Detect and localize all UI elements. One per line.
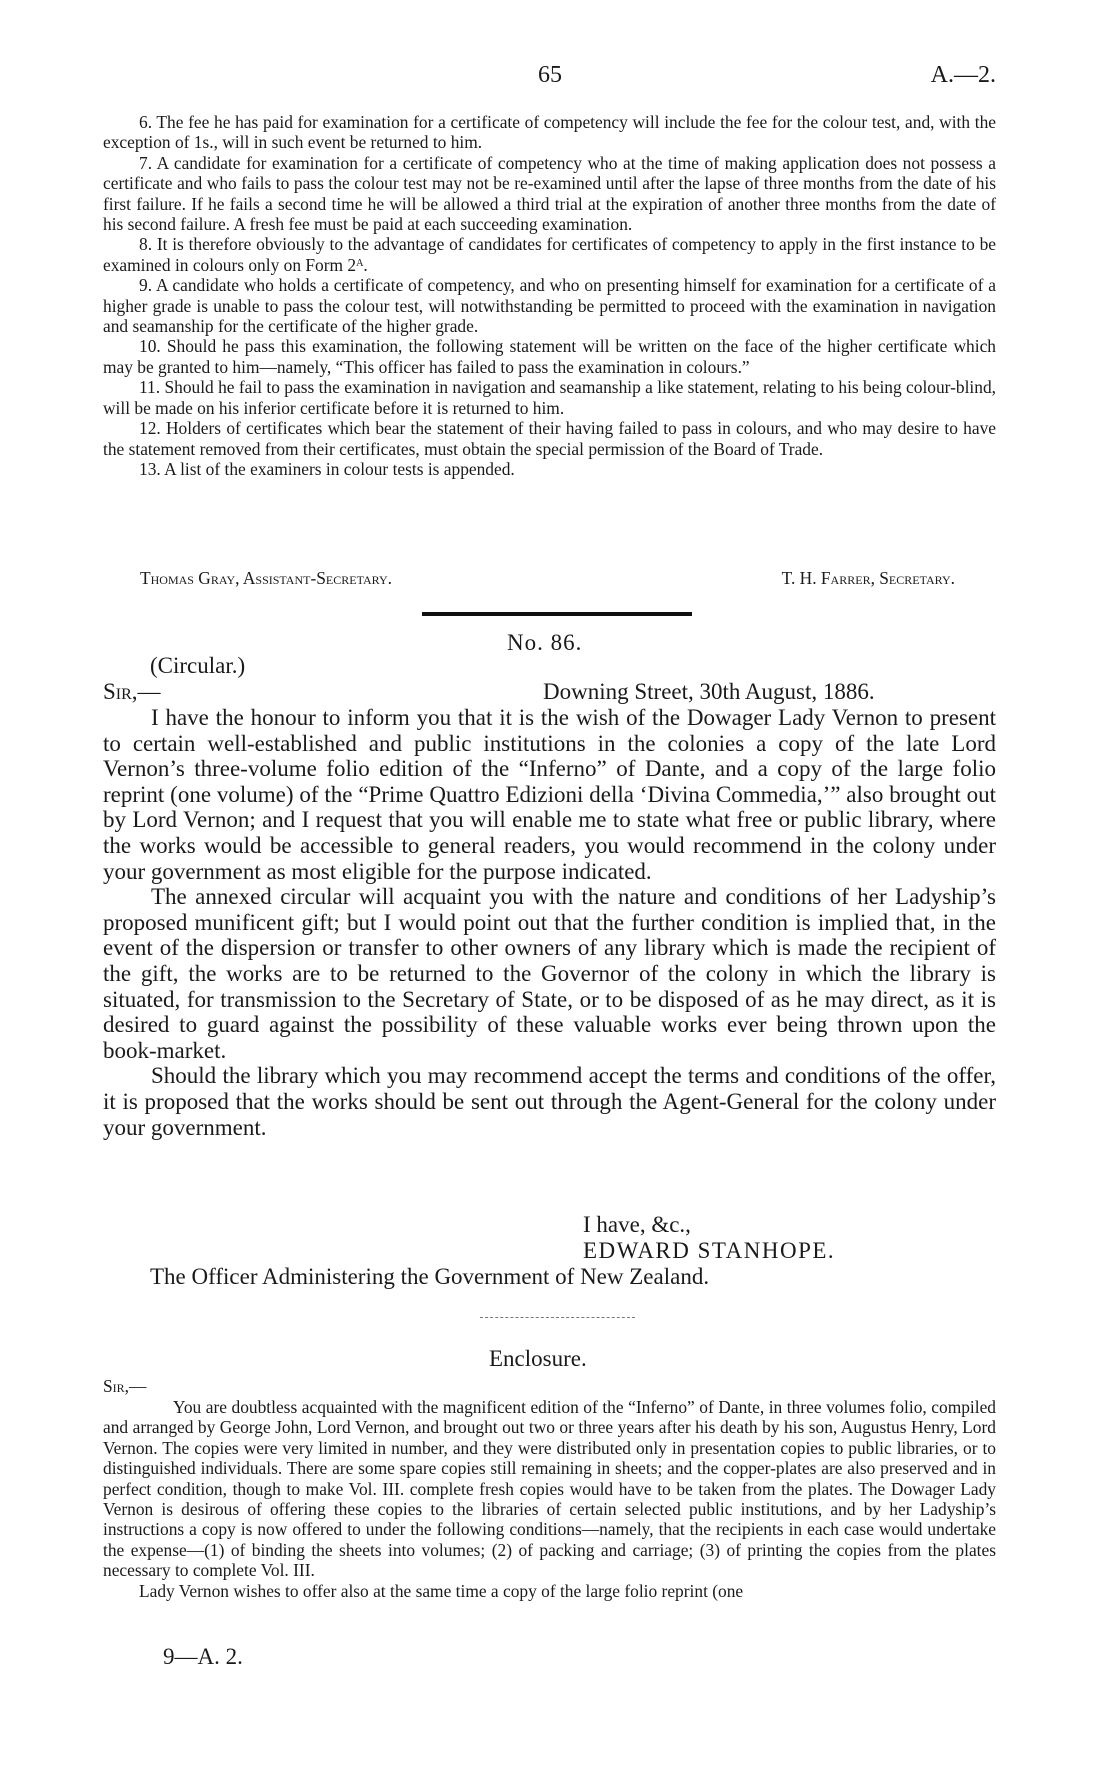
enclosure-title: Enclosure. bbox=[489, 1346, 587, 1371]
regulations-list bbox=[103, 112, 996, 479]
letter-signer: EDWARD STANHOPE. bbox=[583, 1238, 836, 1263]
enclosure-paragraph: You are doubtless acquainted with the magnificent edition of the “Inferno” of Dante, in three volumes folio, compiled and arranged by George John, Lord Vernon, and brought out two or three years after his death by his son, Augustus Henry, Lord Vernon. The copies were very limited in number, and they were distributed only in presentation copies to public libraries, or to distinguished individuals. There are some spare copies still remaining in sheets; and the copper-plates are also preserved and in perfect condition, though to make Vol. III. complete fresh copies would have to be taken from the plates. The Dowager Lady Vernon is desirous of offering these copies to the libraries of certain selected public institutions, and by her Ladyship’s instructions a copy is now offered to under the following conditions—namely, that the recipients in each case would undertake the expense—(1) of binding the sheets into volumes; (2) of packing and carriage; (3) of printing the copies from the plates necessary to complete Vol. III. bbox=[103, 1397, 996, 1581]
letter-paragraph: Should the library which you may recommend accept the terms and conditions of the offer, it is proposed that the works should be sent out through the Agent-General for the colony under your government. bbox=[103, 1063, 996, 1140]
enclosure-salutation: Sir,— bbox=[103, 1376, 147, 1396]
letter-paragraph: I have the honour to inform you that it is the wish of the Dowager Lady Vernon to present to certain well-established and public institutions in the colonies a copy of the late Lord Vernon’s three-volume folio edition of the “Inferno” of Dante, and a copy of the large folio reprint (one volume) of the “Prime Quattro Edizioni della ‘Divina Commedia,’” also brought out by Lord Vernon; and I request that you will enable me to state what free or public library, where the works would be accessible to general readers, you would recommend in the colony under your government as most eligible for the purpose indicated. bbox=[103, 705, 996, 884]
regulation-paragraph: 11. Should he fail to pass the examination in navigation and seamanship a like statement, relating to his being colour-blind, will be made on his inferior certificate before it is returned to him. bbox=[103, 377, 996, 418]
letter-salutation: Sir,— bbox=[103, 679, 161, 704]
enclosure-paragraph: Lady Vernon wishes to offer also at the same time a copy of the large folio reprint (one bbox=[139, 1580, 744, 1601]
letter-number: No. 86. bbox=[507, 630, 583, 655]
document-code: A.—2. bbox=[930, 62, 996, 88]
regulation-paragraph: 9. A candidate who holds a certificate of competency, and who on presenting himself for examination for a certificate of a higher grade is unable to pass the colour test, will notwithstanding be permitted to proceed with the examination in navigation and seamanship for the certificate of the higher grade. bbox=[103, 275, 996, 337]
secretary-signature: T. H. Farrer, Secretary. bbox=[781, 568, 955, 588]
section-divider bbox=[422, 612, 692, 616]
signature-mark: 9—A. 2. bbox=[163, 1644, 243, 1669]
regulation-paragraph: 7. A candidate for examination for a certificate of competency who at the time of making application does not possess a certificate and who fails to pass the colour test may not be re-examined until after the lapse of three months from the date of his first failure. If he fails a second time he will be allowed a third trial at the expiration of another three months from the date of his second failure. A fresh fee must be paid at each succeeding examination. bbox=[103, 152, 996, 235]
regulation-paragraph: 6. The fee he has paid for examination for a certificate of competency will include the fee for the colour test, and, with the exception of 1s., will in such event be returned to him. bbox=[103, 112, 996, 153]
letter-closing: I have, &c., bbox=[583, 1212, 691, 1237]
regulation-paragraph: 8. It is therefore obviously to the advantage of candidates for certificates of competency to apply in the first instance to be examined in colours only on Form 2ᴬ. bbox=[103, 234, 996, 275]
regulation-paragraph: 10. Should he pass this examination, the following statement will be written on the face of the higher certificate which may be granted to him—namely, “This officer has failed to pass the examination in colours.” bbox=[103, 336, 996, 377]
page-number: 65 bbox=[538, 62, 562, 88]
regulation-paragraph: 12. Holders of certificates which bear the statement of their having failed to pass in colours, and who may desire to have the statement removed from their certificates, must obtain the special permission of the Board of Trade. bbox=[103, 418, 996, 459]
enclosure-divider bbox=[480, 1317, 635, 1318]
letter-body bbox=[103, 705, 996, 1140]
letter-dateline: Downing Street, 30th August, 1886. bbox=[543, 679, 875, 704]
assistant-secretary-signature: Thomas Gray, Assistant-Secretary. bbox=[140, 568, 392, 588]
letter-addressee: The Officer Administering the Government of New Zealand. bbox=[150, 1264, 710, 1289]
enclosure-body bbox=[103, 1397, 996, 1601]
letter-type: (Circular.) bbox=[150, 653, 246, 678]
letter-paragraph: The annexed circular will acquaint you with the nature and conditions of her Ladyship’s proposed munificent gift; but I would point out that the further condition is implied that, in the event of the dispersion or transfer to other owners of any library which is made the recipient of the gift, the works are to be returned to the Governor of the colony in which the library is situated, for transmission to the Secretary of State, or to be disposed of as he may direct, as it is desired to guard against the possibility of these valuable works ever being thrown upon the book-market. bbox=[103, 884, 996, 1063]
regulation-paragraph: 13. A list of the examiners in colour tests is appended. bbox=[139, 458, 515, 479]
